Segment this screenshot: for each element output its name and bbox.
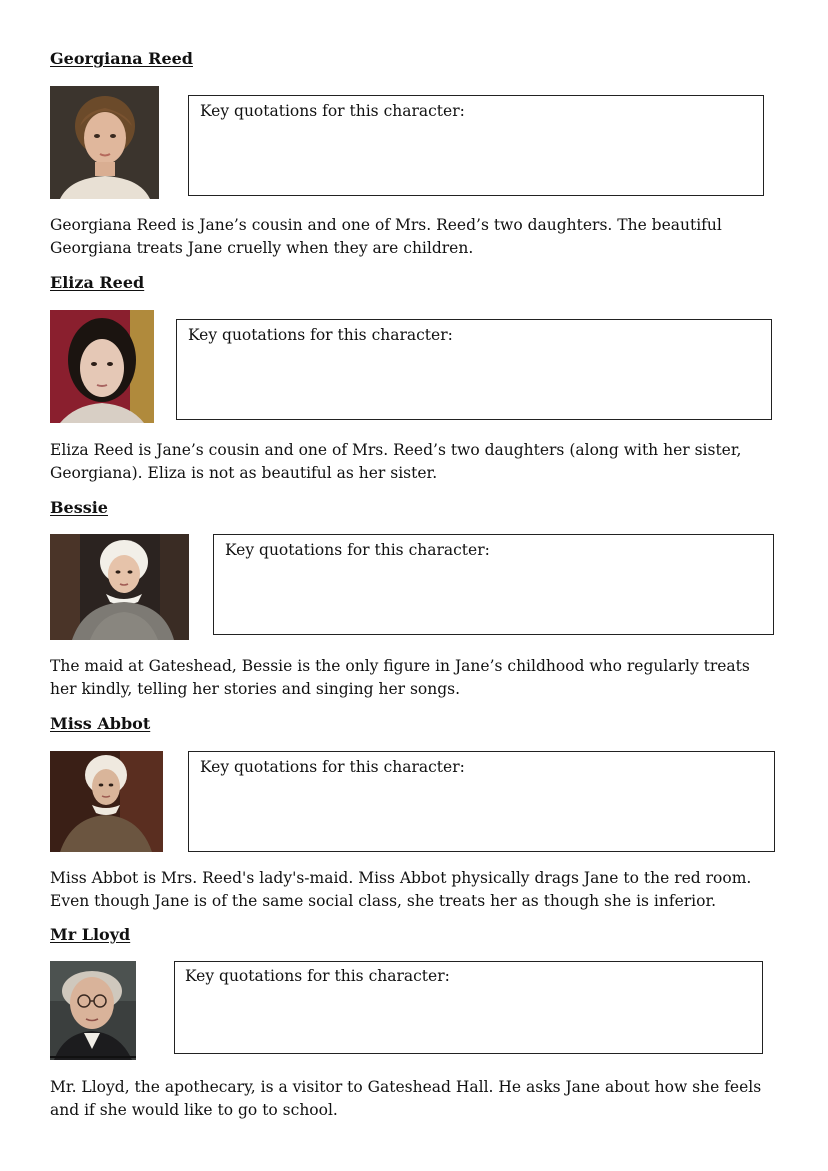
portrait-image <box>50 751 163 852</box>
character-description: Georgiana Reed is Jane’s cousin and one of Mrs. Reed’s two daughters. The beautiful Georgiana treats Jane cruelly when they are children. <box>50 216 722 257</box>
quotations-label: Key quotations for this character: <box>185 967 450 985</box>
quotations-box[interactable] <box>213 534 774 635</box>
quotations-box[interactable] <box>174 961 763 1054</box>
quotations-label: Key quotations for this character: <box>225 541 490 559</box>
portrait-image <box>50 310 154 423</box>
character-heading: Mr Lloyd <box>50 925 131 944</box>
portrait-image <box>50 86 159 199</box>
quotations-box[interactable] <box>176 319 772 420</box>
character-description: The maid at Gateshead, Bessie is the only figure in Jane’s childhood who regularly treats her kindly, telling her stories and singing her songs. <box>50 657 750 698</box>
character-heading: Eliza Reed <box>50 273 145 292</box>
character-description: Mr. Lloyd, the apothecary, is a visitor to Gateshead Hall. He asks Jane about how she feels and if she would like to go to school. <box>50 1078 762 1119</box>
character-heading: Bessie <box>50 498 108 517</box>
quotations-label: Key quotations for this character: <box>200 758 465 776</box>
portrait-image <box>50 961 136 1060</box>
quotations-box[interactable] <box>188 95 764 196</box>
character-heading: Miss Abbot <box>50 714 151 733</box>
quotations-box[interactable] <box>188 751 775 852</box>
portrait-image <box>50 534 189 640</box>
portrait-underline <box>50 1056 136 1058</box>
character-description: Miss Abbot is Mrs. Reed's lady's-maid. Miss Abbot physically drags Jane to the red room. Even though Jane is of the same social class, she treats her as though she is inferior. <box>50 869 752 910</box>
quotations-label: Key quotations for this character: <box>200 102 465 120</box>
quotations-label: Key quotations for this character: <box>188 326 453 344</box>
character-description: Eliza Reed is Jane’s cousin and one of Mrs. Reed’s two daughters (along with her sister, Georgiana). Eliza is not as beautiful as her sister. <box>50 441 742 482</box>
character-heading: Georgiana Reed <box>50 49 193 68</box>
